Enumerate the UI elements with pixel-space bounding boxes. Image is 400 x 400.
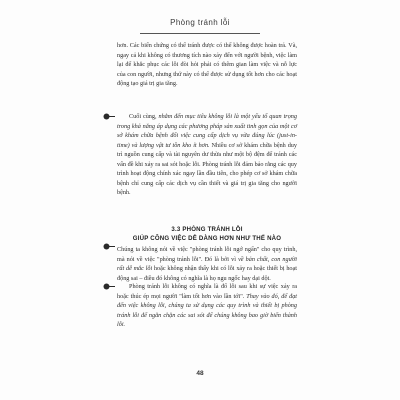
margin-marker-icon — [103, 113, 115, 120]
paragraph-2 — [117, 112, 297, 198]
paragraph-2-emphasis: nhằm đến mục tiêu không lỗi là một yếu tố quan trọng trong khả năng áp dụng các phương pháp sản xuất tinh gọn của một cơ sở khám chữa bệnh đối việc cung cấp dịch vụ vừa đúng lúc (just-in-time) và lượng vật tư tồn kho ít hơn. — [117, 113, 297, 149]
margin-marker-icon — [103, 243, 115, 250]
running-header: Phòng tránh lỗi — [170, 18, 230, 27]
section-number-title: 3.3 PHÒNG TRÁNH LỖI — [171, 226, 243, 233]
header-rule — [140, 33, 260, 34]
paragraph-2-rest: Nhiều cơ sở khám chữa bệnh duy trì nguồn cung cấp và tài nguyên dư thừa như một bộ đệm để tránh các vấn đề khi xảy ra sai sót hoặc lỗi. Phòng tránh lỗi đảm bảo rằng các quy trình hoạt động chính xác ngay lần đầu tiên, cho phép cơ sở khám chữa bệnh chỉ cung cấp các dịch vụ cần thiết và giá trị gia tăng cho người bệnh. — [117, 141, 297, 197]
paragraph-1-text: hơn. Các biến chứng có thể tránh được có thể không được hoàn trả. Và, ngay cả khi không có thương tích nào xảy đến với người bệnh, việc làm lại để khắc phục các lỗi đòi hỏi phải có thêm gian làm việc và nỗ lực của con người, nhưng thứ này có thể được sử dụng tốt hơn cho các hoạt động tạo giá trị gia tăng. — [117, 42, 297, 88]
paragraph-4 — [117, 282, 297, 330]
paragraph-1 — [117, 41, 297, 89]
paragraph-2-lead: Cuối cùng, — [129, 113, 159, 120]
margin-marker-icon — [103, 283, 115, 290]
section-heading — [117, 226, 297, 243]
paragraph-4-emphasis: Thay vào đó, để đạt đến việc không lỗi, chúng ta sử dụng các quy trình và thiết bị phòng tránh lỗi để ngăn chặn các sai sót để chúng không bao giờ biến thành lỗi. — [117, 292, 298, 329]
paragraph-3 — [117, 245, 297, 283]
section-subtitle: GIÚP CÔNG VIỆC DỄ DÀNG HƠN NHƯ THẾ NÀO — [132, 234, 282, 242]
paragraph-4-text — [117, 282, 297, 330]
page-number: 48 — [196, 370, 204, 377]
paragraph-4-lead: Phòng tránh lỗi không có nghĩa là đổ lỗi sau khi sự việc xảy ra hoặc thúc ép mọi người "làm tốt hơn vào lần tới". — [117, 283, 297, 300]
paragraph-3-rest: hoặc không nhận thấy khi có lỗi xảy ra hoặc thiết bị hoạt động sai – điều đó không có nghĩa là họ ngu ngốc hay dại dột. — [117, 265, 297, 282]
paragraph-2-text — [117, 112, 297, 198]
paragraph-3-emphasis: về bản chất, con người rất dễ mắc lỗi — [117, 255, 297, 273]
paragraph-3-lead: Chúng ta không nói về việc "phòng tránh lỗi ngớ ngẩn" cho quy trình, mà nói về việc "phòng tránh lỗi". Đó là bởi vì — [117, 246, 297, 263]
paragraph-3-text — [117, 245, 297, 283]
